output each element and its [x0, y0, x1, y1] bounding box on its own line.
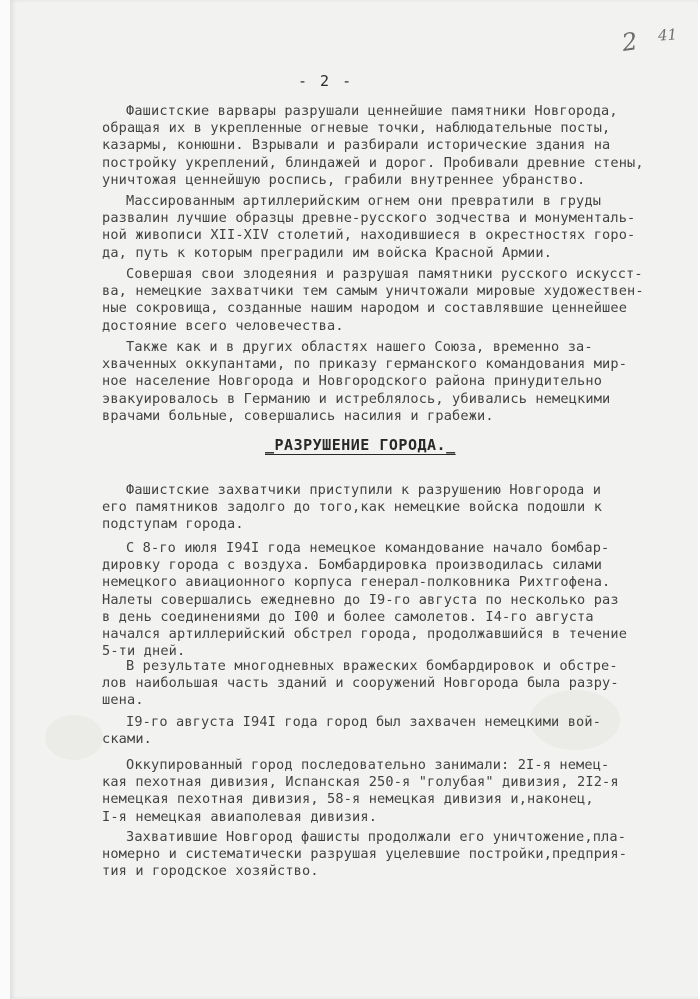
- scan-left-edge: [0, 0, 10, 999]
- paragraph-artillery-fire: Массированным артиллерийским огнем они превратили в груды развалин лучшие образцы древне-русского зодчества и монументаль- ной живописи XII-XIV столетий, находившиеся в окрестностях горо- да, путь к которым преградили им войска Красной Армии.: [102, 193, 636, 261]
- paragraph-bombardment: С 8-го июля I94I года немецкое командование начало бомбар- дировку города с воздуха. Бомбардировка производилась силами немецкого авиационного корпуса генерал-полковника Рихтгофена. Налеты совершались ежедневно до I9-го августа по несколько раз в день соединениями до I00 и более самолетов. I4-го августа начался артиллерийский обстрел города, продолжавшийся в течение 5-ти дней.: [102, 540, 628, 660]
- archival-page: [10, 0, 698, 999]
- paragraph-cultural-loss: Совершая свои злодеяния и разрушая памятники русского искусст- ва, немецкие захватчики тем самым уничтожали мировые художествен- ные сокровища, созданные нашим народом и составлявшие ценнейшее достояние всего человечества.: [102, 266, 644, 334]
- paper-smudge: [45, 715, 103, 760]
- paragraph-early-destruction: Фашистские захватчики приступили к разрушению Новгорода и его памятников задолго до того,как немецкие войска подошли к подступам города.: [102, 482, 603, 533]
- paragraph-civilian-evacuation: Также как и в других областях нашего Союза, временно за- хваченных оккупантами, по приказу германского командования мир- ное население Новгорода и Новгородского района принудительно эвакуировалось в Германию и истреблялось, убивались немецкими врачами больные, совершались насилия и грабежи.: [102, 339, 628, 424]
- section-heading: _РАЗРУШЕНИЕ ГОРОДА._: [265, 436, 456, 454]
- archive-page-number: 2: [620, 27, 640, 57]
- archive-corner-number: 41: [657, 25, 678, 45]
- page-number: - 2 -: [298, 72, 354, 90]
- paragraph-continued-destruction: Захватившие Новгород фашисты продолжали его уничтожение,пла- номерно и систематически разрушая уцелевшие постройки,предприя- тия и городское хозяйство.: [102, 829, 628, 880]
- paragraph-capture: I9-го августа I94I года город был захвачен немецкими вой- сками.: [102, 714, 602, 748]
- paragraph-destruction-of-monuments: Фашистские варвары разрушали ценнейшие памятники Новгорода, обращая их в укрепленные огневые точки, наблюдательные посты, казармы, конюшни. Взрывали и разбирали исторические здания на постройку укреплений, блиндажей и дорог. Пробивали древние стены, уничтожая ценнейшую роспись, грабили внутреннее убранство.: [102, 103, 644, 188]
- paragraph-damage-result: В результате многодневных вражеских бомбардировок и обстре- лов наибольшая часть зданий и сооружений Новгорода была разру- шена.: [102, 658, 619, 709]
- paragraph-occupying-divisions: Оккупированный город последовательно занимали: 2I-я немец- кая пехотная дивизия, Испанская 250-я "голубая" дивизия, 2I2-я немецкая пехотная дивизия, 58-я немецкая дивизия и,наконец, I-я немецкая авиаполевая дивизия.: [102, 757, 619, 825]
